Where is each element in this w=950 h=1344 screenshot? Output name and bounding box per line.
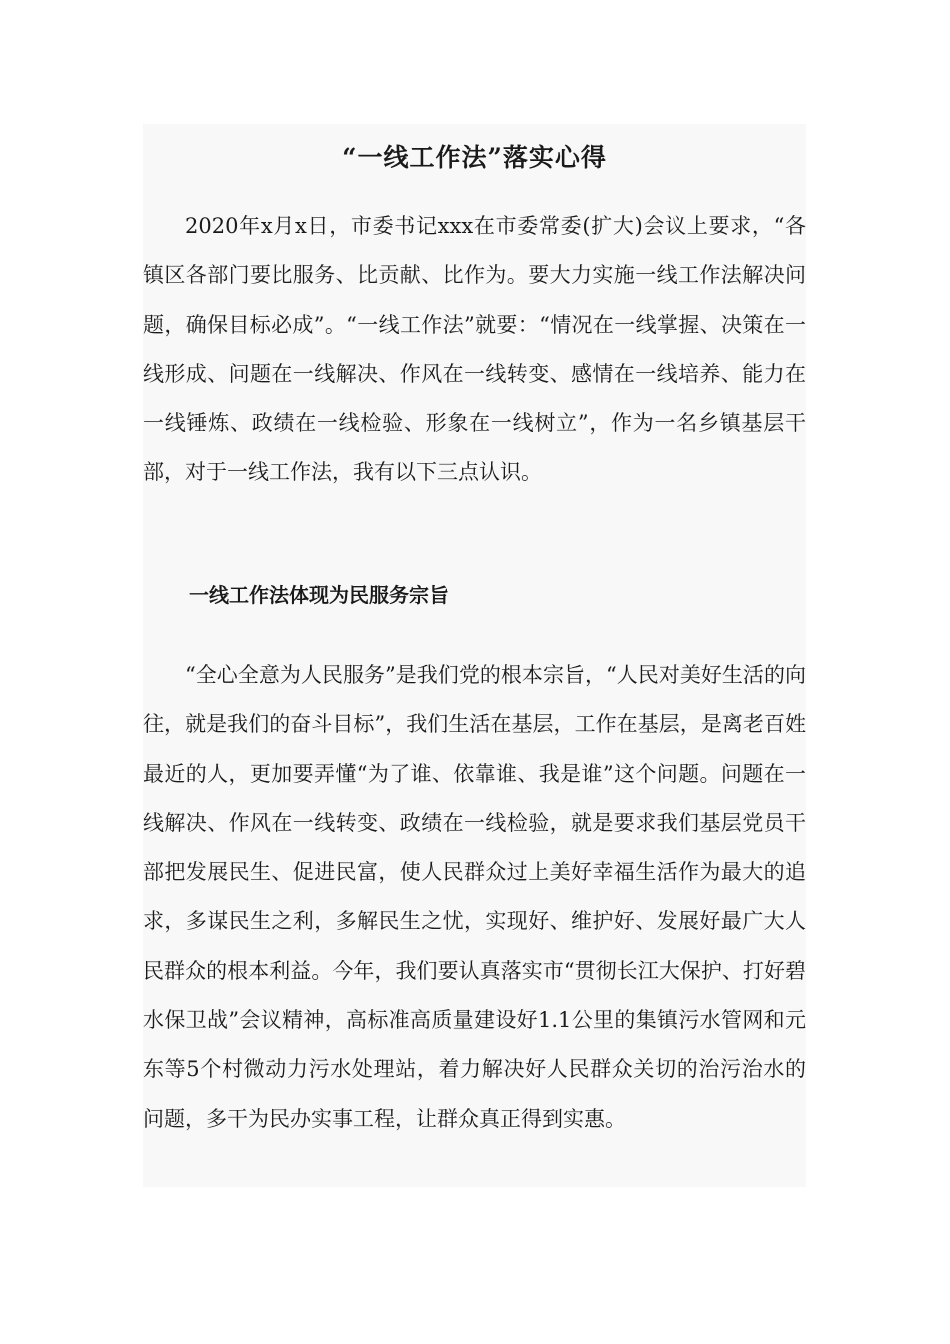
document-title: “一线工作法”落实心得	[342, 143, 607, 172]
section-heading: 一线工作法体现为民服务宗旨	[189, 583, 449, 607]
intro-paragraph: 2020年x月x日，市委书记xxx在市委常委(扩大)会议上要求，“各镇区各部门要比服务、比贡献、比作为。要大力实施一线工作法解决问题，确保目标必成”。“一线工作法”就要：“情况在一线掌握、决策在一线形成、问题在一线解决、作风在一线转变、感情在一线培养、能力在一线锤炼、政绩在一线检验、形象在一线树立”，作为一名乡镇基层干部，对于一线工作法，我有以下三点认识。	[143, 214, 806, 485]
body-paragraph: “全心全意为人民服务”是我们党的根本宗旨，“人民对美好生活的向往，就是我们的奋斗目标”，我们生活在基层，工作在基层，是离老百姓最近的人，更加要弄懂“为了谁、依靠谁、我是谁”这个问题。问题在一线解决、作风在一线转变、政绩在一线检验，就是要求我们基层党员干部把发展民生、促进民富，使人民群众过上美好幸福生活作为最大的追求，多谋民生之利，多解民生之忧，实现好、维护好、发展好最广大人民群众的根本利益。今年，我们要认真落实市“贯彻长江大保护、打好碧水保卫战”会议精神，高标准高质量建设好1.1公里的集镇污水管网和元东等5个村微动力污水处理站，着力解决好人民群众关切的治污治水的问题，多干为民办实事工程，让群众真正得到实惠。	[143, 663, 806, 1131]
document-page	[143, 124, 806, 1187]
